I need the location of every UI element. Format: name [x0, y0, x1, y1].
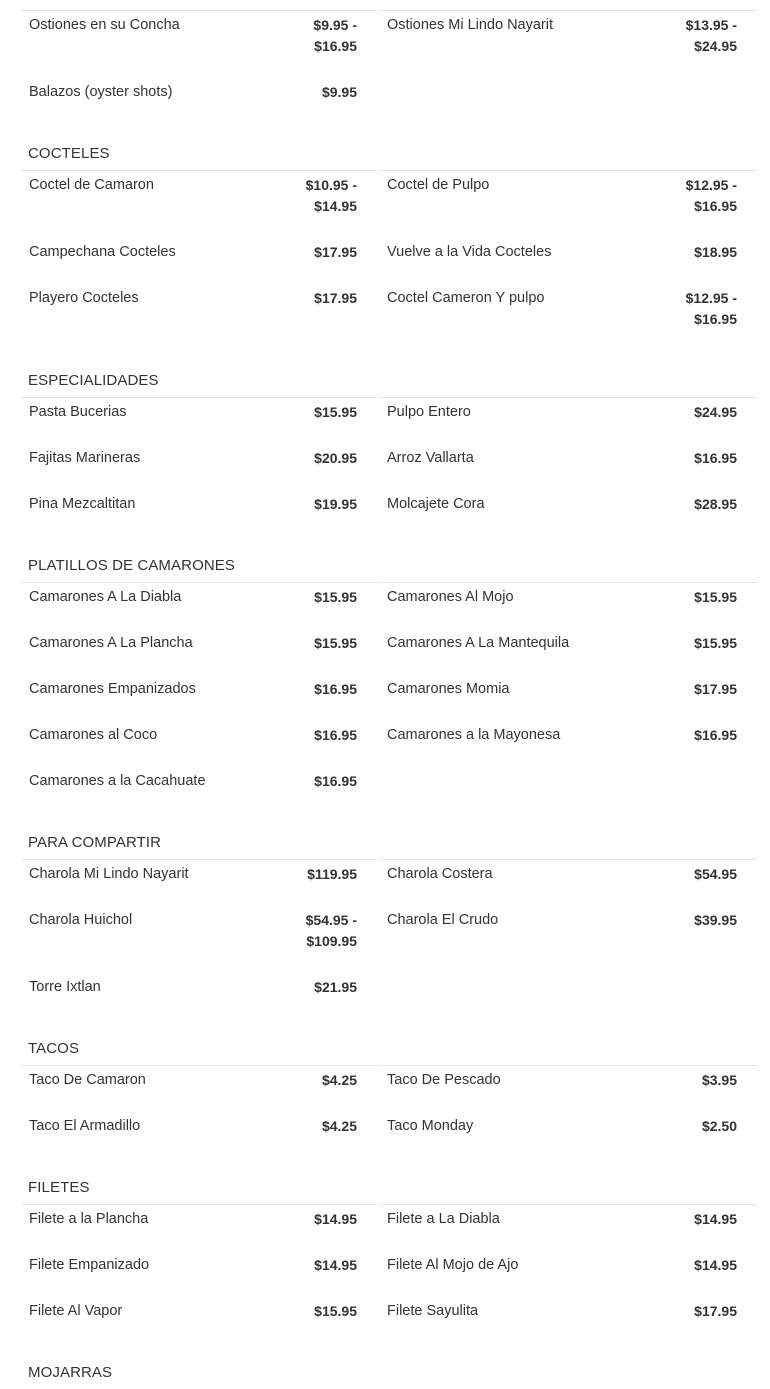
- menu-item-name: Camarones al Coco: [29, 727, 158, 743]
- menu-section: [22, 1172, 757, 1357]
- menu-item-name: Camarones a la Mayonesa: [387, 727, 561, 743]
- menu-item-price: $17.95: [694, 681, 737, 697]
- menu-item[interactable]: [380, 1204, 757, 1250]
- menu-item-name: Camarones Empanizados: [29, 681, 196, 697]
- menu-item[interactable]: [380, 582, 757, 628]
- menu-item-name: Coctel de Camaron: [29, 177, 154, 193]
- menu-item-price: $13.95 - $24.95: [685, 17, 737, 54]
- menu-item-price: $16.95: [694, 450, 737, 466]
- menu-item[interactable]: [380, 628, 757, 674]
- menu-item-price: $14.95: [314, 1257, 357, 1273]
- menu-item-name: Campechana Cocteles: [29, 244, 176, 260]
- menu-grid: [22, 10, 757, 123]
- menu-item[interactable]: [22, 972, 377, 1018]
- menu-item[interactable]: [380, 1250, 757, 1296]
- menu-item-name: Coctel Cameron Y pulpo: [387, 290, 545, 306]
- menu-item-price: $54.95: [694, 866, 737, 882]
- menu-item-price: $14.95: [694, 1211, 737, 1227]
- menu-item-price: $3.95: [701, 1072, 737, 1088]
- menu-item-price: $17.95: [314, 244, 357, 260]
- menu-item-price: $19.95: [314, 496, 357, 512]
- menu-item-price: $2.50: [701, 1118, 737, 1134]
- menu-item-price: $4.25: [321, 1072, 357, 1088]
- menu-item-price: $15.95: [314, 1303, 357, 1319]
- menu-item[interactable]: [22, 170, 377, 237]
- menu-item-price: $4.25: [321, 1118, 357, 1134]
- menu-item-price: $16.95: [694, 727, 737, 743]
- menu-item-name: Pasta Bucerias: [29, 404, 127, 420]
- menu-item-name: Filete Al Vapor: [29, 1303, 123, 1319]
- section-title: PARA COMPARTIR: [28, 834, 162, 851]
- menu-item-name: Ostiones Mi Lindo Nayarit: [387, 17, 554, 33]
- menu-item: [380, 972, 757, 1018]
- menu-item-price: $15.95: [314, 589, 357, 605]
- section-title: ESPECIALIDADES: [28, 372, 159, 389]
- menu-item-name: Charola Huichol: [29, 912, 133, 928]
- menu-grid: [22, 1065, 757, 1157]
- menu-item-price: $15.95: [694, 589, 737, 605]
- menu-grid: [22, 582, 757, 812]
- menu-item-price: $54.95 - $109.95: [305, 912, 357, 949]
- menu-item[interactable]: [22, 720, 377, 766]
- menu-item[interactable]: [22, 237, 377, 283]
- menu-item-name: Camarones A La Mantequila: [387, 635, 570, 651]
- menu-item[interactable]: [22, 1111, 377, 1157]
- menu-item-price: $21.95: [314, 979, 357, 995]
- menu-section: [22, 550, 757, 827]
- menu-item[interactable]: [380, 397, 757, 443]
- menu-item-name: Charola Mi Lindo Nayarit: [29, 866, 189, 882]
- menu-item[interactable]: [380, 1296, 757, 1342]
- menu-item-name: Filete Sayulita: [387, 1303, 479, 1319]
- menu-item-name: Taco De Pescado: [387, 1072, 501, 1088]
- menu-section: [22, 365, 757, 550]
- menu-item-price: $24.95: [694, 404, 737, 420]
- menu-item-price: $14.95: [314, 1211, 357, 1227]
- menu-item[interactable]: [22, 397, 377, 443]
- menu-item[interactable]: [22, 859, 377, 905]
- menu-item-name: Camarones A La Plancha: [29, 635, 193, 651]
- menu-container: [22, 0, 757, 1389]
- menu-item-price: $10.95 - $14.95: [305, 177, 357, 214]
- menu-grid: [22, 1204, 757, 1342]
- menu-item-name: Taco De Camaron: [29, 1072, 146, 1088]
- menu-item-price: $119.95: [307, 866, 357, 882]
- menu-item[interactable]: [22, 1204, 377, 1250]
- menu-section: [22, 827, 757, 1033]
- menu-item-price: $28.95: [694, 496, 737, 512]
- menu-item[interactable]: [22, 582, 377, 628]
- menu-item-name: Pulpo Entero: [387, 404, 471, 420]
- menu-item-price: $16.95: [314, 773, 357, 789]
- menu-item[interactable]: [22, 674, 377, 720]
- menu-item[interactable]: [22, 628, 377, 674]
- menu-item[interactable]: [380, 1111, 757, 1157]
- section-title: MOJARRAS: [28, 1364, 113, 1381]
- menu-item[interactable]: [22, 10, 377, 77]
- menu-item[interactable]: [22, 1065, 377, 1111]
- menu-item-price: $14.95: [694, 1257, 737, 1273]
- menu-item-price: $15.95: [314, 404, 357, 420]
- menu-item[interactable]: [22, 77, 377, 123]
- menu-grid: [22, 170, 757, 350]
- menu-item-price: $17.95: [694, 1303, 737, 1319]
- menu-item[interactable]: [22, 766, 377, 812]
- menu-item-name: Coctel de Pulpo: [387, 177, 490, 193]
- menu-item-name: Camarones Momia: [387, 681, 510, 697]
- menu-item-price: $9.95: [321, 84, 357, 100]
- menu-item-price: $12.95 - $16.95: [685, 290, 737, 327]
- menu-item-name: Charola El Crudo: [387, 912, 499, 928]
- menu-item-name: Charola Costera: [387, 866, 493, 882]
- menu-item-name: Vuelve a la Vida Cocteles: [387, 244, 552, 260]
- menu-item[interactable]: [380, 237, 757, 283]
- menu-item[interactable]: [380, 720, 757, 766]
- menu-item-name: Taco Monday: [387, 1118, 474, 1134]
- menu-item-name: Filete Empanizado: [29, 1257, 150, 1273]
- menu-item-name: Camarones A La Diabla: [29, 589, 182, 605]
- menu-item-price: $15.95: [314, 635, 357, 651]
- menu-item-name: Camarones Al Mojo: [387, 589, 514, 605]
- menu-item[interactable]: [380, 859, 757, 905]
- menu-item-price: $15.95: [694, 635, 737, 651]
- menu-item-name: Balazos (oyster shots): [29, 84, 173, 100]
- menu-item[interactable]: [380, 905, 757, 972]
- menu-item[interactable]: [380, 283, 757, 350]
- menu-item-name: Camarones a la Cacahuate: [29, 773, 206, 789]
- menu-section: [22, 1357, 757, 1389]
- menu-section: [22, 10, 757, 138]
- section-title: FILETES: [28, 1179, 90, 1196]
- menu-item[interactable]: [22, 1250, 377, 1296]
- menu-item[interactable]: [380, 1065, 757, 1111]
- menu-item-price: $17.95: [314, 290, 357, 306]
- menu-grid: [22, 397, 757, 535]
- menu-item[interactable]: [22, 905, 377, 972]
- menu-item: [380, 77, 757, 123]
- menu-item[interactable]: [380, 674, 757, 720]
- menu-item: [380, 766, 757, 812]
- menu-item-price: $20.95: [314, 450, 357, 466]
- menu-item-name: Filete a La Diabla: [387, 1211, 500, 1227]
- menu-item-name: Ostiones en su Concha: [29, 17, 180, 33]
- section-title: PLATILLOS DE CAMARONES: [28, 557, 235, 574]
- menu-item-name: Pina Mezcaltitan: [29, 496, 136, 512]
- menu-item-price: $18.95: [694, 244, 737, 260]
- menu-item[interactable]: [22, 1296, 377, 1342]
- menu-item[interactable]: [22, 443, 377, 489]
- menu-item[interactable]: [380, 10, 757, 77]
- menu-item-name: Filete a la Plancha: [29, 1211, 149, 1227]
- menu-item-name: Filete Al Mojo de Ajo: [387, 1257, 519, 1273]
- menu-item[interactable]: [380, 443, 757, 489]
- section-title: COCTELES: [28, 145, 110, 162]
- menu-item-name: Fajitas Marineras: [29, 450, 141, 466]
- menu-item-price: $12.95 - $16.95: [685, 177, 737, 214]
- menu-item-name: Arroz Vallarta: [387, 450, 474, 466]
- menu-section: [22, 138, 757, 365]
- menu-item[interactable]: [380, 170, 757, 237]
- menu-item-price: $9.95 - $16.95: [313, 17, 357, 54]
- menu-item[interactable]: [22, 283, 377, 350]
- menu-item-price: $16.95: [314, 681, 357, 697]
- menu-item-name: Molcajete Cora: [387, 496, 485, 512]
- menu-grid: [22, 859, 757, 1018]
- menu-item[interactable]: [22, 489, 377, 535]
- section-title: TACOS: [28, 1040, 80, 1057]
- menu-item-price: $16.95: [314, 727, 357, 743]
- menu-section: [22, 1033, 757, 1172]
- menu-item-name: Torre Ixtlan: [29, 979, 101, 995]
- menu-item-name: Playero Cocteles: [29, 290, 139, 306]
- menu-item[interactable]: [380, 489, 757, 535]
- menu-item-price: $39.95: [694, 912, 737, 928]
- menu-item-name: Taco El Armadillo: [29, 1118, 141, 1134]
